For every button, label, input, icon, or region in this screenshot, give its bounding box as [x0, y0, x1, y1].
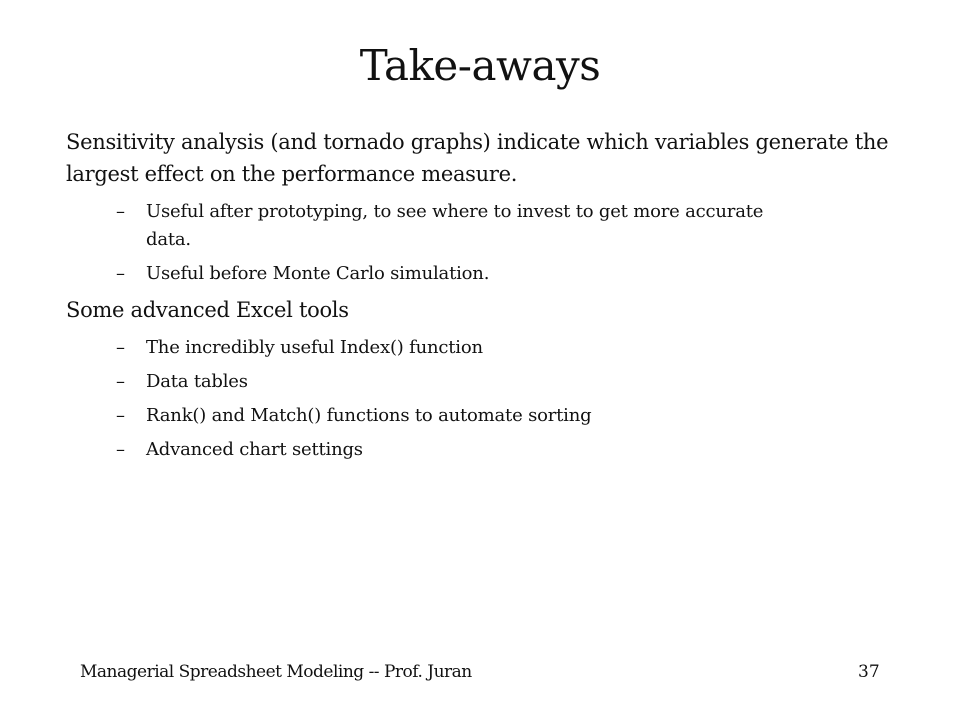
sub-bullet-text: The incredibly useful Index() function — [146, 337, 483, 358]
dash-marker: – — [116, 337, 125, 358]
sub-bullet-text: Useful before Monte Carlo simulation. — [146, 263, 490, 284]
sub-bullet-text: Rank() and Match() functions to automate sorting — [146, 405, 592, 426]
sub-bullet-after-prototyping — [66, 198, 896, 254]
sub-bullet-index-function — [66, 334, 896, 362]
sub-bullet-text: Advanced chart settings — [146, 439, 363, 460]
sub-bullet-before-monte-carlo — [66, 260, 896, 288]
dash-marker: – — [116, 263, 125, 284]
bullet-sensitivity-analysis: Sensitivity analysis (and tornado graphs) indicate which variables generate the largest effect on the performance measure. — [66, 130, 889, 186]
sub-bullet-text: Data tables — [146, 371, 248, 392]
sub-bullet-data-tables — [66, 368, 896, 396]
dash-marker: – — [116, 371, 125, 392]
dash-marker: – — [116, 439, 125, 460]
sub-bullet-chart-settings — [66, 436, 896, 464]
sub-bullet-rank-match — [66, 402, 896, 430]
slide-title: Take-aways — [359, 41, 601, 90]
slide-body — [66, 126, 896, 464]
dash-marker: – — [116, 405, 125, 426]
sub-list-sensitivity — [66, 198, 896, 288]
sub-list-excel-tools — [66, 334, 896, 464]
footer-page-number: 37 — [858, 662, 880, 682]
sub-bullet-text: Useful after prototyping, to see where to invest to get more accurate data. — [146, 201, 764, 250]
footer-course-title: Managerial Spreadsheet Modeling -- Prof. Juran — [80, 662, 472, 682]
dash-marker: – — [116, 201, 125, 222]
bullet-excel-tools: Some advanced Excel tools — [66, 298, 349, 322]
